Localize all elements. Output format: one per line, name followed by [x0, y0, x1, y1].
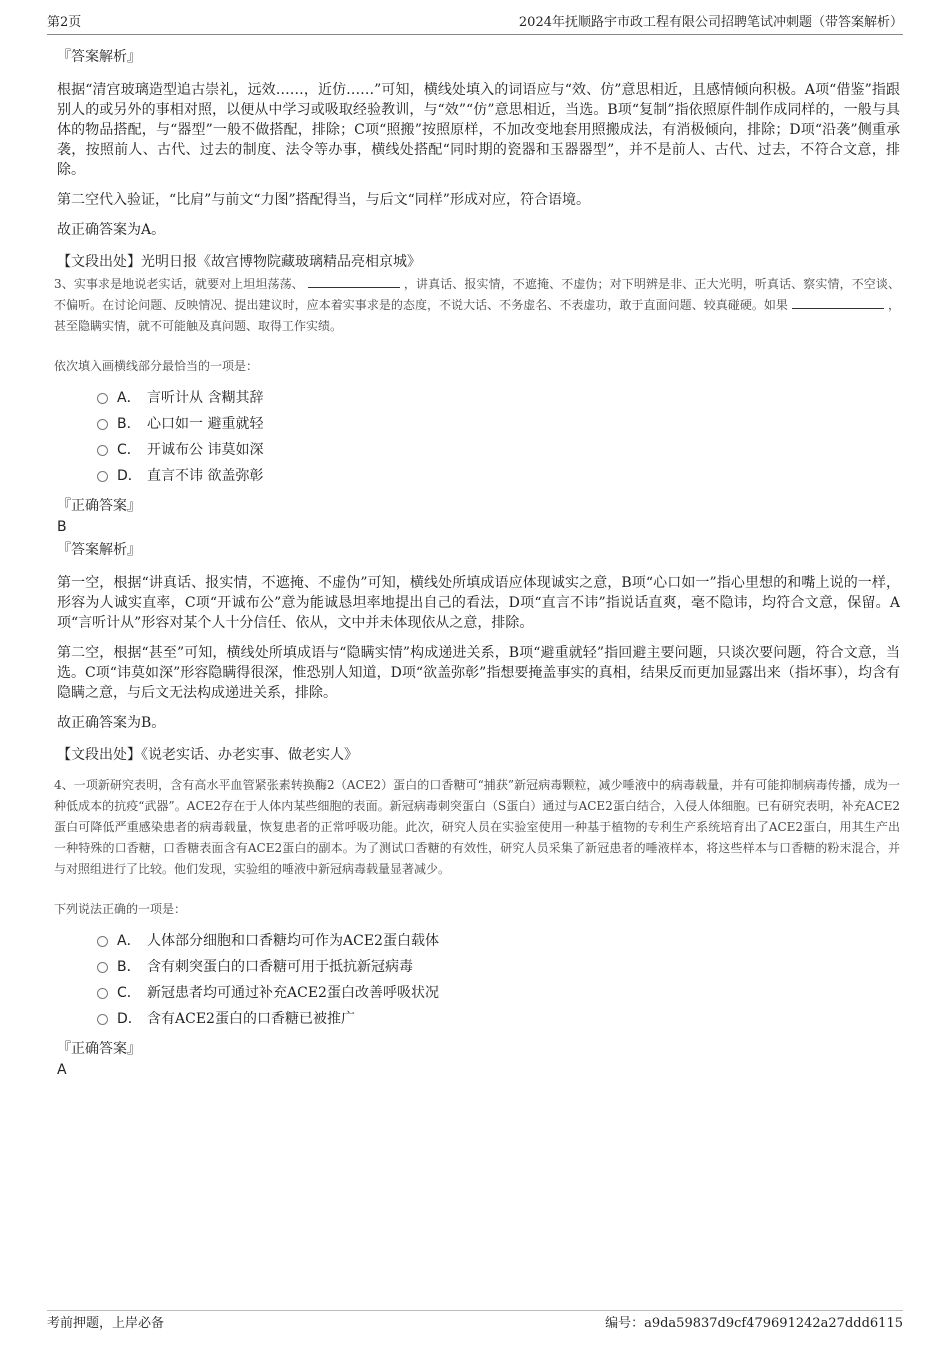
option-text: 心口如一 避重就轻 — [147, 416, 264, 432]
option-text: 含有ACE2蛋白的口香糖已被推广 — [147, 1011, 355, 1027]
option-letter: C． — [117, 985, 141, 1001]
q4-answer-label: 『正确答案』 — [57, 1041, 141, 1057]
q2-analysis-para-1: 根据“清宫玻璃造型追古崇礼，远效……，近仿……”可知，横线处填入的词语应与“效、仿”意思相近，且感情倾向积极。A项“借鉴”指跟别人的或另外的事相对照，以便从中学习或吸取经验教训，与“效”“仿”意思相近，当选。B项“复制”指依照原件制作成同样的，一般与具体的物品搭配，与“器型”一般不做搭配，排除；C项“照搬”按照原样，不加改变地套用照搬成法，有消极倾向，排除；D项“沿袭”侧重承袭，按照前人、古代、过去的制度、法令等办事，横线处搭配“同时期的瓷器和玉器器型”，并不是前人、古代、过去，不符合文意，排除。 — [57, 82, 900, 178]
q2-analysis-para-3: 故正确答案为A。 — [57, 222, 166, 238]
option-text: 言听计从 含糊其辞 — [147, 390, 264, 406]
q3-analysis-para-2: 第二空，根据“甚至”可知，横线处所填成语与“隐瞒实情”构成递进关系，B项“避重就轻”指回避主要问题，只谈次要问题，符合文意，当选。C项“讳莫如深”形容隐瞒得很深，惟恐别人知道，D项“欲盖弥彰”指想要掩盖事实的真相，结果反而更加显露出来（指坏事），均含有隐瞒之意，与后文无法构成递进关系，排除。 — [57, 645, 900, 701]
radio-icon[interactable] — [97, 471, 108, 482]
q3-prompt: 依次填入画横线部分最恰当的一项是： — [54, 359, 259, 373]
q4-option-d[interactable] — [97, 1006, 900, 1032]
fill-blank-1 — [308, 275, 400, 288]
option-text: 人体部分细胞和口香糖均可作为ACE2蛋白载体 — [147, 933, 439, 949]
q3-stem-part-2: ，讲真话、报实情，不遮掩、不虚伪；对下明辨是非、正大光明，听真话、察实情，不空谈、不偏听。在讨论问题、反映情况、提出建议时，应本着实事求是的态度，不说大话、不务虚名、不表虚功，敢于直面问题、较真碰硬。如果 — [54, 277, 900, 312]
fill-blank-2 — [792, 296, 884, 309]
option-letter: A． — [117, 933, 141, 949]
q4-option-a[interactable] — [97, 928, 900, 954]
page-footer — [47, 1310, 903, 1333]
option-text: 新冠患者均可通过补充ACE2蛋白改善呼吸状况 — [147, 985, 439, 1001]
radio-icon[interactable] — [97, 393, 108, 404]
option-letter: C． — [117, 442, 141, 458]
q4-option-c[interactable] — [97, 980, 900, 1006]
q3-stem-part-1: 3、实事求是地说老实话，就要对上坦坦荡荡、 — [54, 277, 304, 291]
q2-source: 【文段出处】光明日报《故宫博物院藏玻璃精品亮相京城》 — [57, 254, 421, 270]
q3-option-d[interactable] — [97, 463, 900, 489]
q3-source: 【文段出处】《说老实话、办老实事、做老实人》 — [57, 747, 358, 763]
q4-options — [97, 928, 900, 1032]
q4-prompt: 下列说法正确的一项是： — [54, 902, 187, 916]
radio-icon[interactable] — [97, 936, 108, 947]
footer-slogan: 考前押题，上岸必备 — [47, 1316, 165, 1331]
q3-analysis-para-3: 故正确答案为B。 — [57, 715, 166, 731]
q3-answer-label: 『正确答案』 — [57, 498, 141, 514]
option-text: 直言不讳 欲盖弥彰 — [147, 468, 264, 484]
q3-option-c[interactable] — [97, 437, 900, 463]
option-text: 含有刺突蛋白的口香糖可用于抵抗新冠病毒 — [147, 959, 413, 975]
q4-answer: A — [57, 1062, 67, 1078]
q2-analysis-para-2: 第二空代入验证，“比肩”与前文“力图”搭配得当，与后文“同样”形成对应，符合语境。 — [57, 192, 590, 208]
radio-icon[interactable] — [97, 419, 108, 430]
option-letter: B． — [117, 959, 141, 975]
option-letter: D． — [117, 468, 142, 484]
q3-stem — [54, 274, 900, 337]
radio-icon[interactable] — [97, 445, 108, 456]
q3-answer: B — [57, 519, 67, 535]
q3-stem-part-3: ，甚至隐瞒实情，就不可能触及真问题、取得工作实绩。 — [54, 298, 900, 333]
page-number: 第2页 — [47, 15, 82, 30]
radio-icon[interactable] — [97, 962, 108, 973]
q2-analysis-label: 『答案解析』 — [57, 49, 141, 65]
q3-option-a[interactable] — [97, 385, 900, 411]
option-letter: A． — [117, 390, 141, 406]
q4-stem: 4、一项新研究表明，含有高水平血管紧张素转换酶2（ACE2）蛋白的口香糖可“捕获”新冠病毒颗粒，减少唾液中的病毒载量，并有可能抑制病毒传播，成为一种低成本的抗疫“武器”。ACE2存在于人体内某些细胞的表面。新冠病毒刺突蛋白（S蛋白）通过与ACE2蛋白结合，入侵人体细胞。已有研究表明，补充ACE2蛋白可降低严重感染患者的病毒载量，恢复患者的正常呼吸功能。此次，研究人员在实验室使用一种基于植物的专利生产系统培育出了ACE2蛋白，用其生产出一种特殊的口香糖，口香糖表面含有ACE2蛋白的副本。为了测试口香糖的有效性，研究人员采集了新冠患者的唾液样本，将这些样本与口香糖的粉末混合，并与对照组进行了比较。他们发现，实验组的唾液中新冠病毒载量显著减少。 — [54, 778, 900, 876]
option-letter: D． — [117, 1011, 142, 1027]
q3-option-b[interactable] — [97, 411, 900, 437]
option-text: 开诚布公 讳莫如深 — [147, 442, 264, 458]
radio-icon[interactable] — [97, 1014, 108, 1025]
page-content — [54, 44, 900, 1080]
q3-analysis-label: 『答案解析』 — [57, 542, 141, 558]
document-title: 2024年抚顺路宇市政工程有限公司招聘笔试冲刺题（带答案解析） — [518, 15, 903, 30]
document-id: 编号：a9da59837d9cf479691242a27ddd6115 — [605, 1316, 903, 1331]
q3-analysis-para-1: 第一空，根据“讲真话、报实情，不遮掩、不虚伪”可知，横线处所填成语应体现诚实之意，B项“心口如一”指心里想的和嘴上说的一样，形容为人诚实直率，C项“开诚布公”意为能诚恳坦率地提出自己的看法，D项“直言不讳”指说话直爽，毫不隐讳，均符合文意，保留。A项“言听计从”形容对某个人十分信任、依从，文中并未体现依从之意，排除。 — [57, 575, 900, 631]
option-letter: B． — [117, 416, 141, 432]
q4-option-b[interactable] — [97, 954, 900, 980]
page-header — [47, 12, 903, 35]
radio-icon[interactable] — [97, 988, 108, 999]
q3-options — [97, 385, 900, 489]
